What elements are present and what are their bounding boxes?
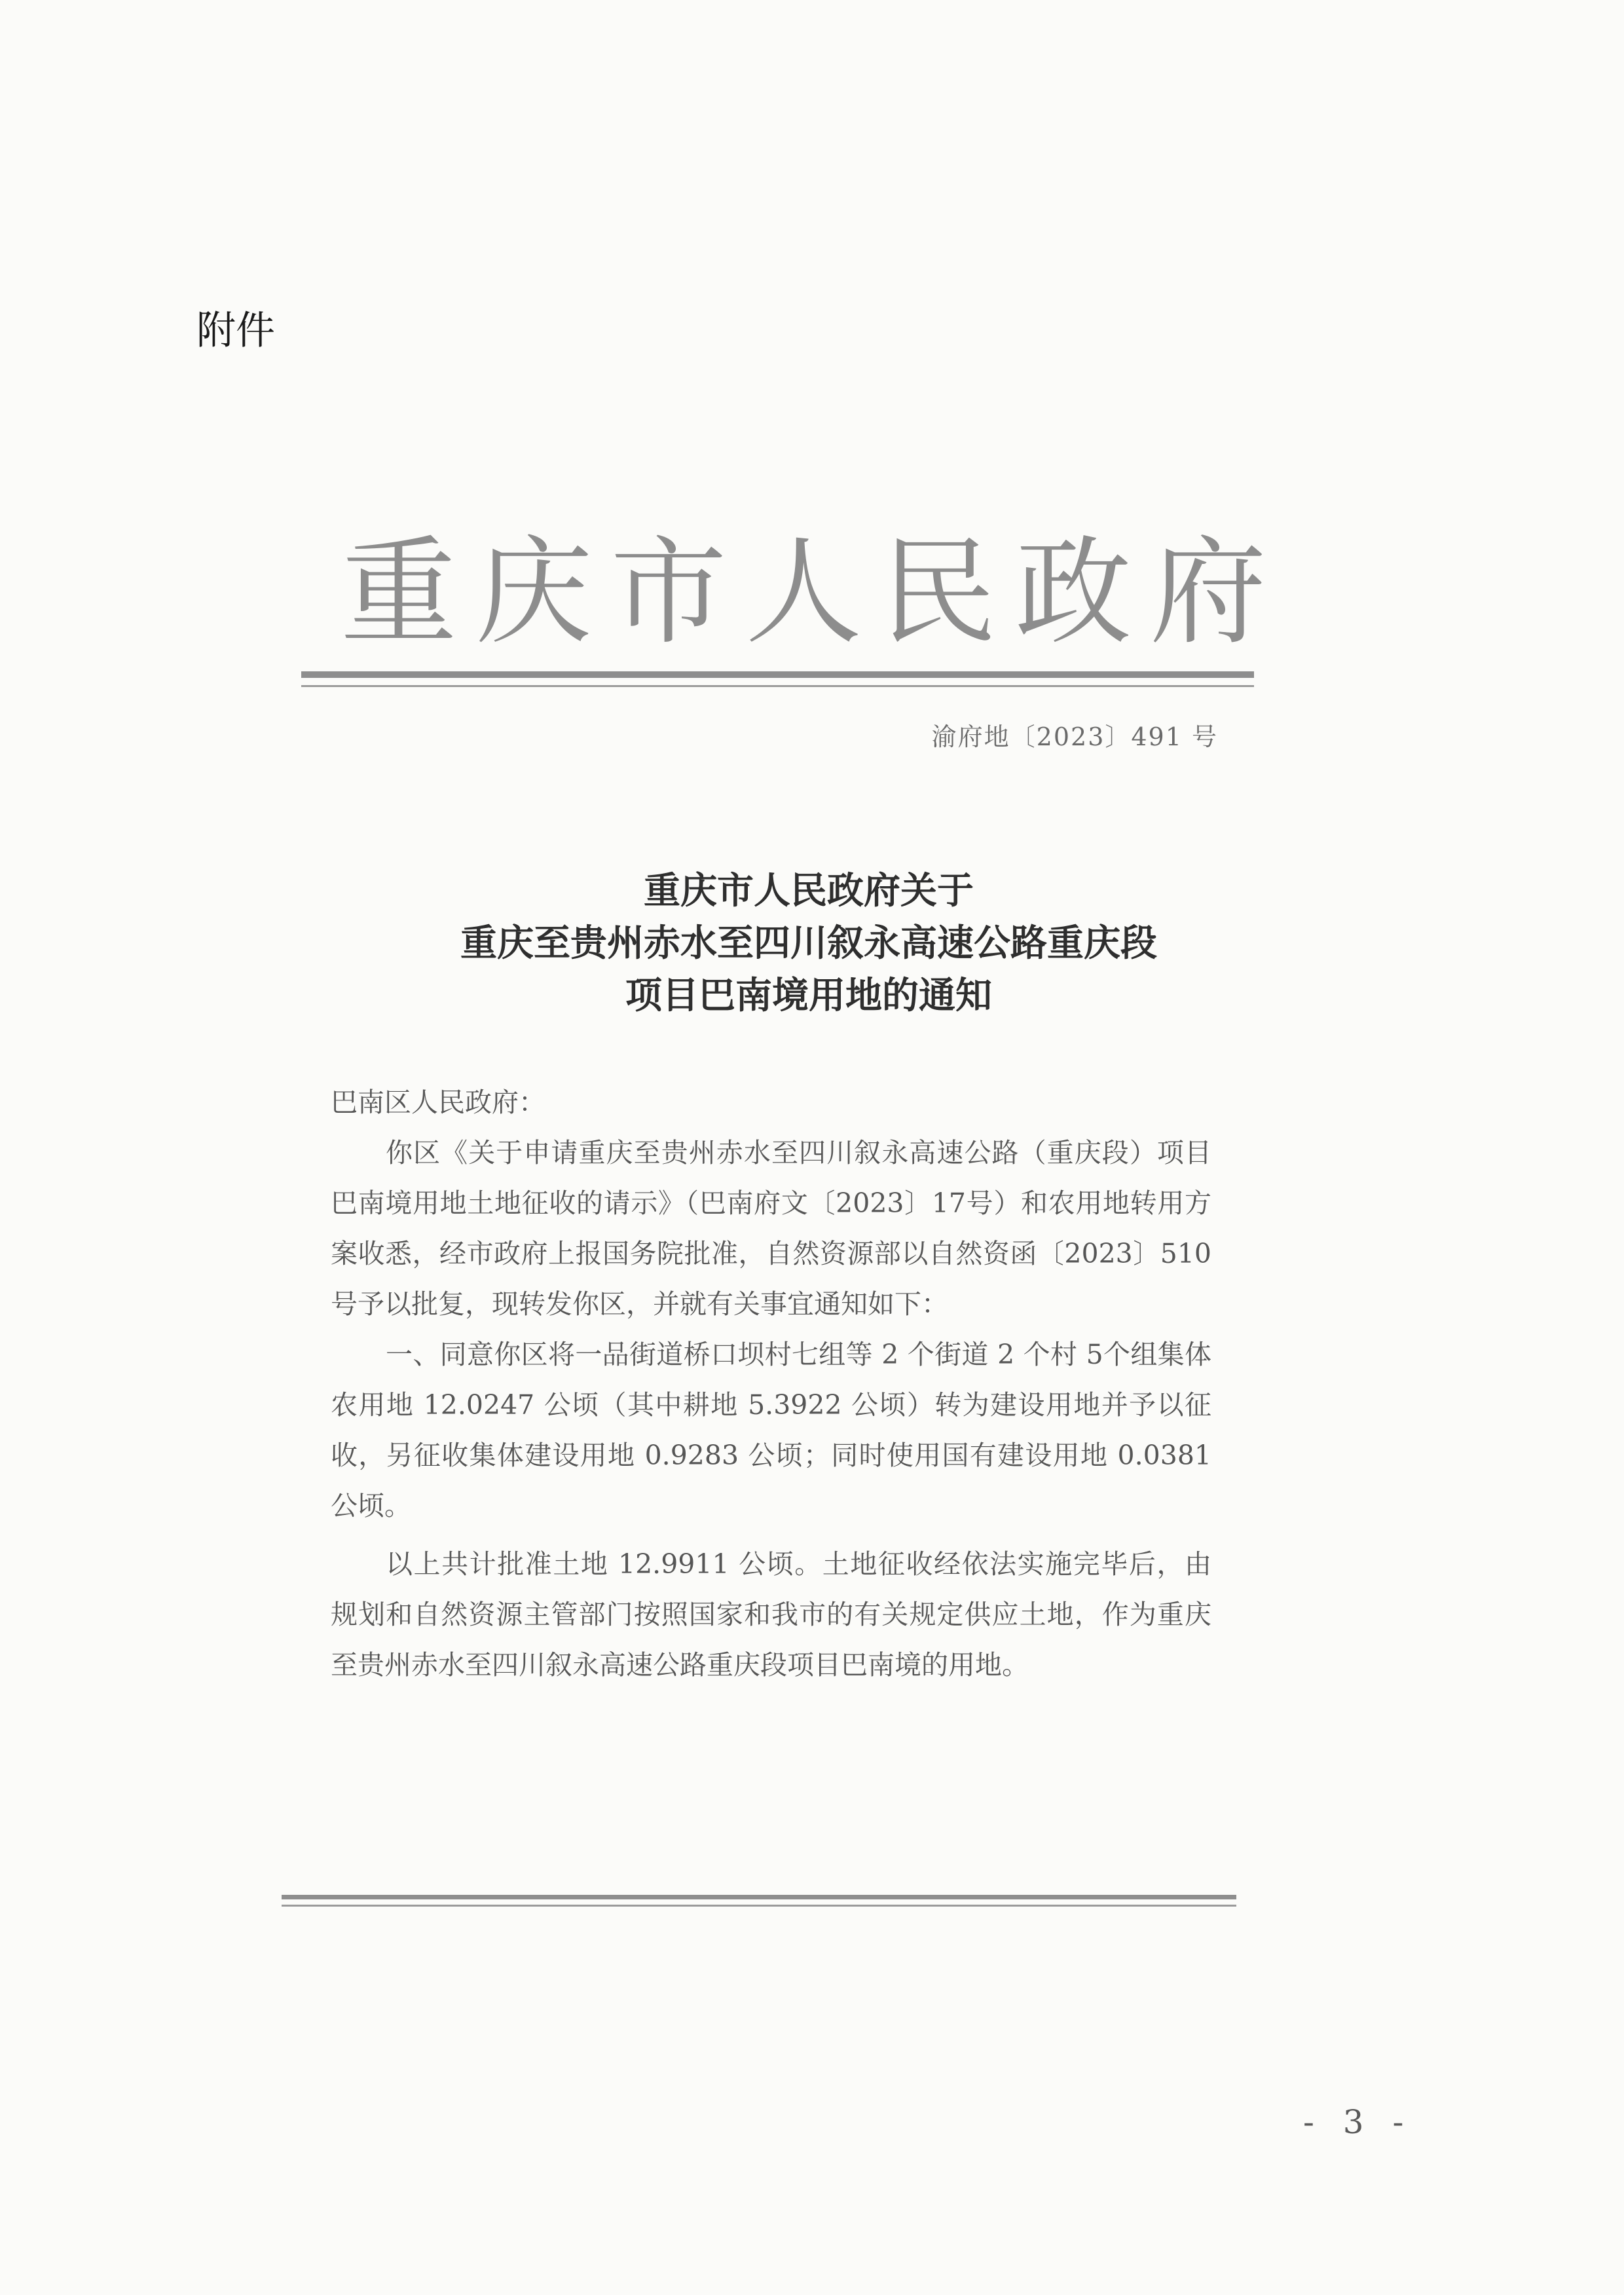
title-line-2: 重庆至贵州赤水至四川叙永高速公路重庆段 <box>460 922 1157 965</box>
document-body <box>331 1077 1211 1690</box>
title-line-1: 重庆市人民政府关于 <box>644 869 974 912</box>
page-number: - 3 - <box>1303 2103 1413 2141</box>
title-line-3: 项目巴南境用地的通知 <box>625 974 992 1017</box>
salutation: 巴南区人民政府： <box>331 1087 545 1118</box>
body-paragraph-3: 以上共计批准土地 12.9911 公顷。土地征收经依法实施完毕后，由规划和自然资源主管部门按照国家和我市的有关规定供应土地，作为重庆至贵州赤水至四川叙永高速公路重庆段项目巴南境的用地。 <box>331 1548 1211 1681</box>
masthead-divider-thick <box>301 671 1254 678</box>
footer-divider-thin <box>282 1905 1236 1907</box>
body-paragraph-2: 一、同意你区将一品街道桥口坝村七组等 2 个街道 2 个村 5个组集体农用地 12.0247 公顷（其中耕地 5.3922 公顷）转为建设用地并予以征收，另征收集体建设用地 0.9283 公顷；同时使用国有建设用地 0.0381 公顷。 <box>331 1339 1211 1521</box>
attachment-label: 附件 <box>196 308 275 354</box>
issuer-masthead: 重庆市人民政府 <box>341 525 1285 660</box>
body-paragraph-1: 你区《关于申请重庆至贵州赤水至四川叙永高速公路（重庆段）项目巴南境用地土地征收的请示》（巴南府文〔2023〕17号）和农用地转用方案收悉，经市政府上报国务院批准，自然资源部以自然资函〔2023〕510 号予以批复，现转发你区，并就有关事宜通知如下： <box>331 1137 1211 1320</box>
document-number: 渝府地〔2023〕491 号 <box>931 722 1218 751</box>
masthead-divider-thin <box>301 685 1254 687</box>
footer-divider-thick <box>282 1895 1236 1899</box>
document-title <box>301 865 1316 1022</box>
